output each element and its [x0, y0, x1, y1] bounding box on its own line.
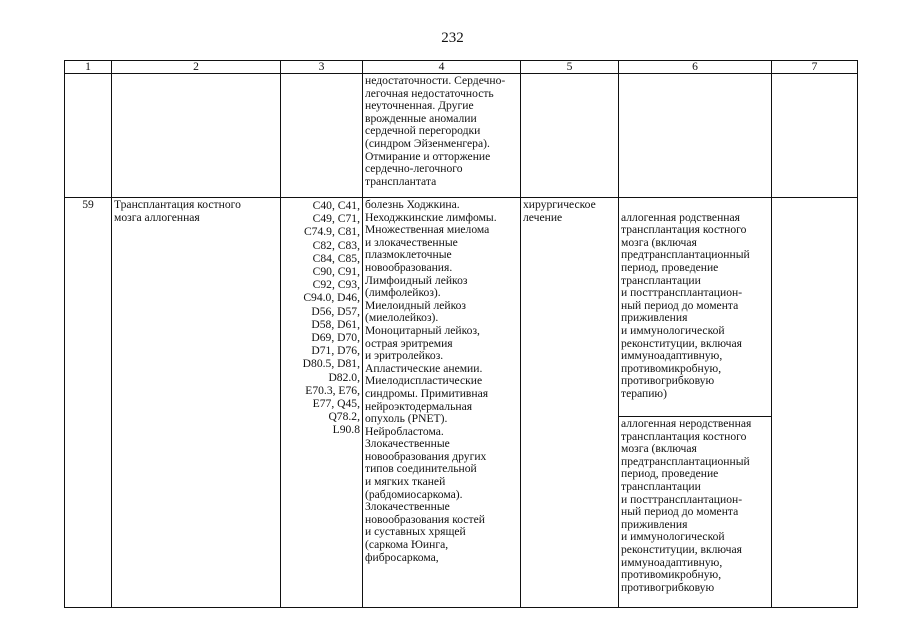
column-header: 7: [772, 61, 858, 74]
treatment-type-cell: хирургическое лечение: [521, 198, 619, 608]
column-header: 4: [363, 61, 521, 74]
method-cell: [619, 198, 772, 608]
column-header: 3: [281, 61, 363, 74]
diagnosis-cell: болезнь Ходжкина. Неходжкинские лимфомы. Множественная миелома и злокачественные плазмоклеточные новообразования. Лимфоидный лейкоз (лимфолейкоз). Миелоидный лейкоз (миелолейкоз). Моноцитарный лейкоз, острая эритремия и эритролейкоз. Апластические анемии. Миелодиспластические синдромы. Примитивная нейроэктодермальная опухоль (PNET). Нейробластома. Злокачественные новообразования других типов соединительной и мягких тканей (рабдомиосаркома). Злокачественные новообразования костей и суставных хрящей (саркома Юинга, фибросаркома,: [363, 198, 521, 608]
treatment-type-cell: [521, 74, 619, 198]
method-cell: [619, 74, 772, 198]
icd-codes-cell: [281, 74, 363, 198]
method-unrelated-transplant: аллогенная неродственная трансплантация костного мозга (включая предтрансплантационный период, проведение трансплантации и посттрансплантацион- ный период до момента приживления и иммунологической реконституции, включая иммуноадаптивную, противомикробную, противогрибковую: [619, 416, 771, 594]
page-number: 232: [441, 30, 464, 46]
row-number-cell: 59: [65, 198, 112, 608]
column-header: 6: [619, 61, 772, 74]
diagnosis-cell: недостаточности. Сердечно- легочная недостаточность неуточненная. Другие врожденные аномалии сердечной перегородки (синдром Эйзенменгера). Отмирание и отторжение сердечно-легочного трансплантата: [363, 74, 521, 198]
procedures-table: [64, 60, 858, 608]
procedure-name-cell: Трансплантация костного мозга аллогенная: [112, 198, 281, 608]
method-related-transplant: аллогенная родственная трансплантация костного мозга (включая предтрансплантационный период, проведение трансплантации и посттрансплантацион- ный период до момента приживления и иммунологической реконституции, включая иммуноадаптивную, противомикробную, противогрибковую терапию): [621, 210, 750, 400]
procedure-name-cell: [112, 74, 281, 198]
table-row-continued: [65, 74, 858, 198]
norm-cell: [772, 74, 858, 198]
column-header: 1: [65, 61, 112, 74]
column-header: 2: [112, 61, 281, 74]
table-row-59: [65, 198, 858, 608]
row-number-cell: [65, 74, 112, 198]
table-header-row: [65, 61, 858, 74]
icd-codes-cell: C40, C41, C49, C71, C74.9, C81, C82, C83, C84, C85, C90, C91, C92, C93, C94.0, D46, D56, D57, D58, D61, D69, D70, D71, D76, D80.5, D81, D82.0, E70.3, E76, E77, Q45, Q78.2, L90.8: [281, 198, 363, 608]
norm-cell: [772, 198, 858, 608]
column-header: 5: [521, 61, 619, 74]
